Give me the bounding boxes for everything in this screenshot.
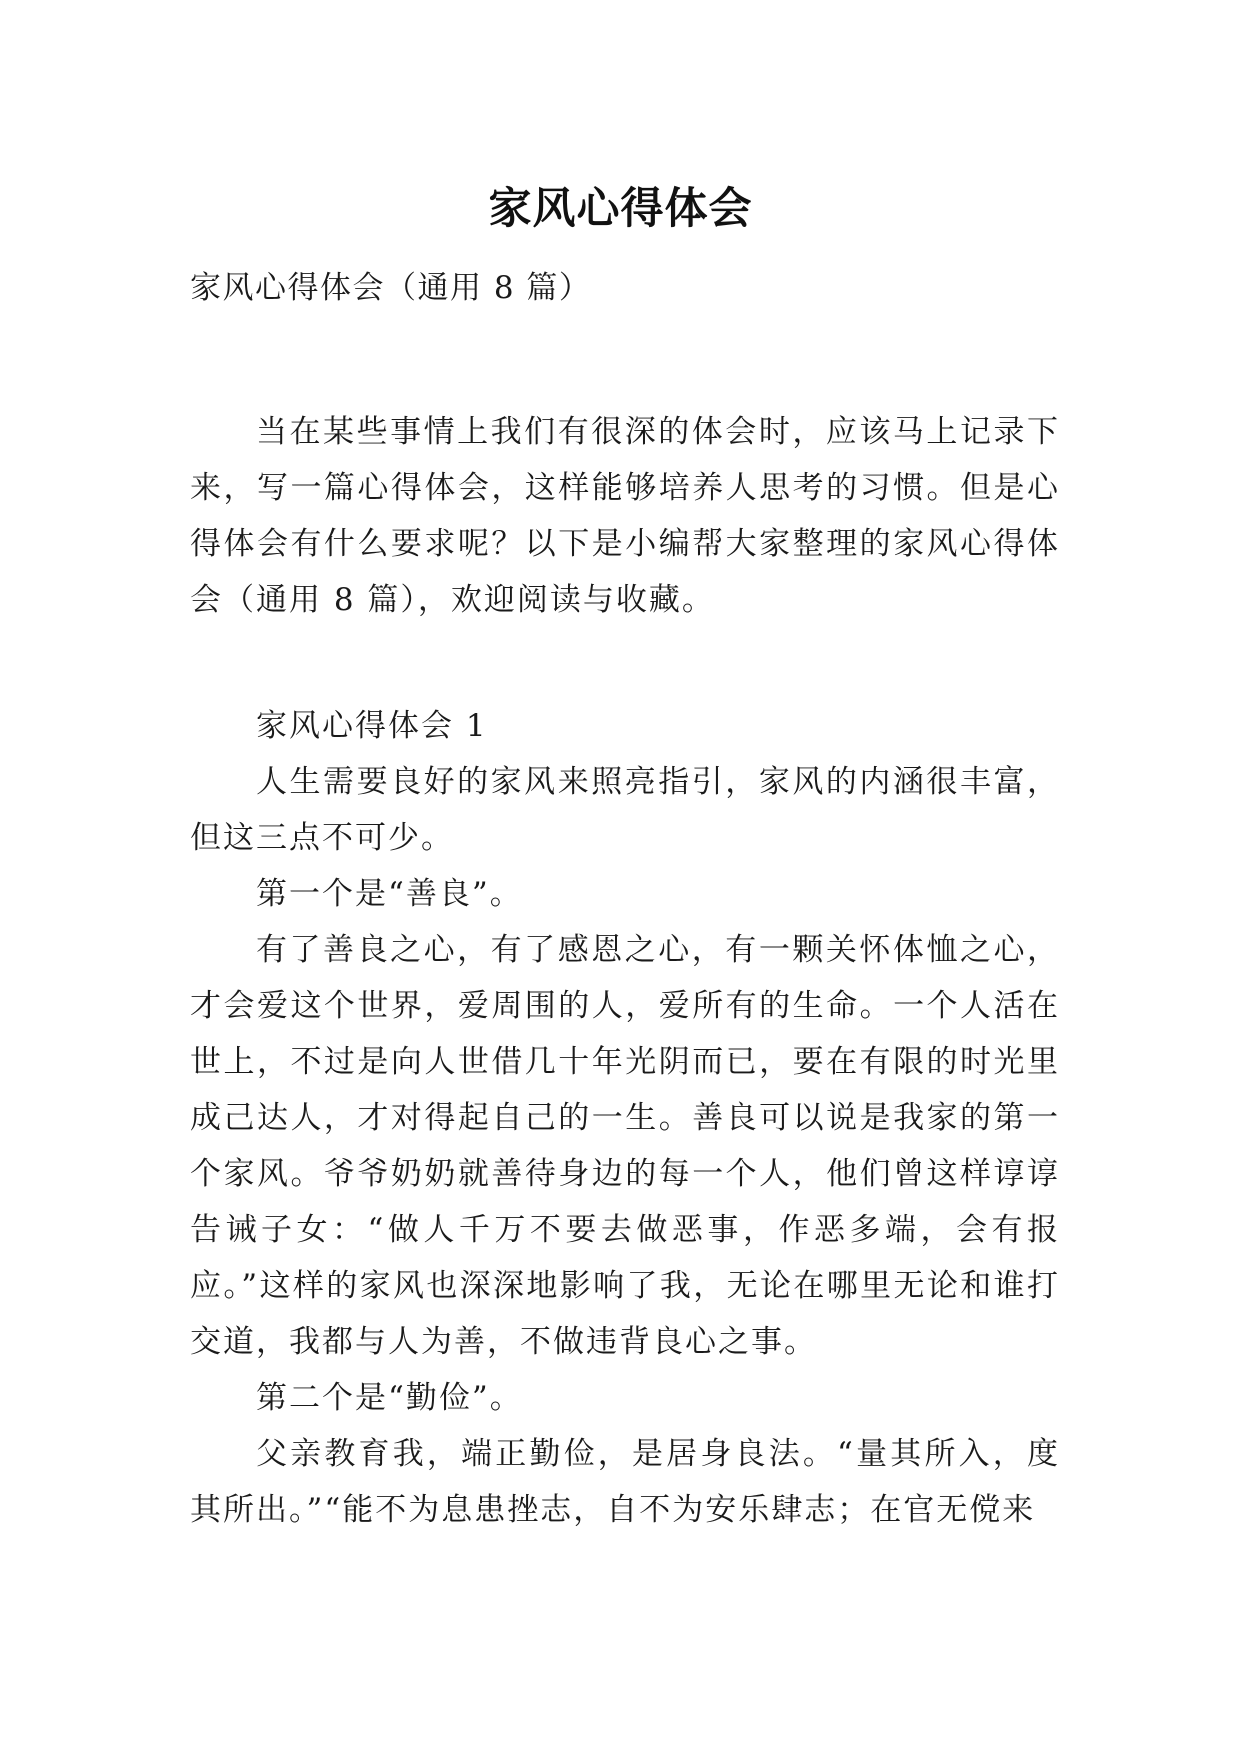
- document-subtitle: 家风心得体会（通用 8 篇）: [190, 270, 592, 306]
- paragraph: 人生需要良好的家风来照亮指引，家风的内涵很丰富，但这三点不可少。: [190, 764, 1060, 856]
- paragraph: 第一个是“善良”。: [256, 876, 523, 912]
- intro-section: [190, 404, 1060, 628]
- document-title: 家风心得体会: [488, 183, 753, 234]
- paragraph: 有了善良之心，有了感恩之心，有一颗关怀体恤之心，才会爱这个世界，爱周围的人，爱所有的生命。一个人活在世上，不过是向人世借几十年光阴而已，要在有限的时光里成己达人，才对得起自己的一生。善良可以说是我家的第一个家风。爷爷奶奶就善待身边的每一个人，他们曾这样谆谆告诫子女：“做人千万不要去做恶事，作恶多端，会有报应。”这样的家风也深深地影响了我，无论在哪里无论和谁打交道，我都与人为善，不做违背良心之事。: [190, 932, 1060, 1360]
- paragraph: 父亲教育我，端正勤俭，是居身良法。“量其所入，度其所出。”“能不为息患挫志，自不为安乐肆志；在官无傥来: [190, 1436, 1060, 1528]
- section-heading: 家风心得体会 1: [256, 708, 488, 744]
- paragraph: 第二个是“勤俭”。: [256, 1380, 523, 1416]
- intro-paragraph: 当在某些事情上我们有很深的体会时，应该马上记录下来，写一篇心得体会，这样能够培养人思考的习惯。但是心得体会有什么要求呢？以下是小编帮大家整理的家风心得体会（通用 8 篇），欢迎阅读与收藏。: [190, 414, 1060, 618]
- section-1: [190, 698, 1060, 1538]
